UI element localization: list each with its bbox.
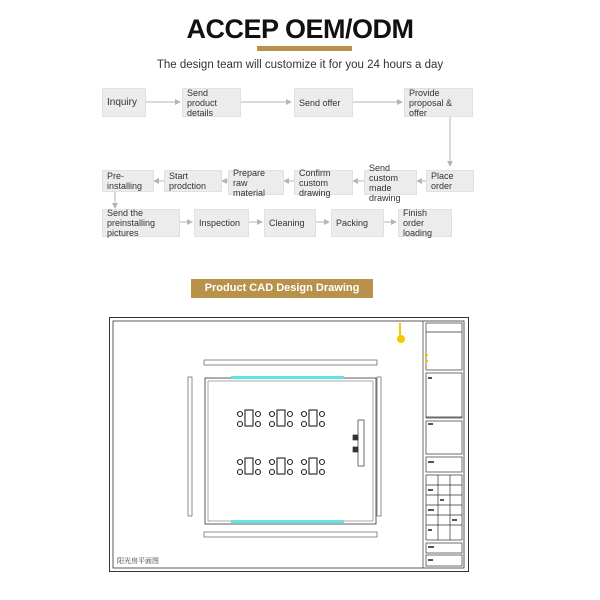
step-finish-order-loading: Finish order loading <box>398 209 452 237</box>
step-send-offer: Send offer <box>294 88 353 117</box>
step-place-order: Place order <box>426 170 474 192</box>
step-provide-proposal: Provide proposal & offer <box>404 88 473 117</box>
page-title: ACCEP OEM/ODM <box>186 14 414 44</box>
step-send-custom-drawing: Send custom made drawing <box>364 170 417 195</box>
page-subtitle: The design team will customize it for you 24 hours a day <box>156 59 444 71</box>
step-send-product-details: Send product details <box>182 88 241 117</box>
step-packing: Packing <box>331 209 384 237</box>
step-confirm-custom-drawing: Confirm custom drawing <box>294 170 353 195</box>
window-top <box>231 376 344 379</box>
process-arrows <box>0 0 600 280</box>
cad-section-header: Product CAD Design Drawing <box>191 279 373 298</box>
step-pre-installing: Pre-installing <box>102 170 154 192</box>
drawing-caption: 阳光房平面图 <box>117 558 159 565</box>
step-start-production: Start prodction <box>164 170 222 192</box>
step-cleaning: Cleaning <box>264 209 316 237</box>
step-inspection: Inspection <box>194 209 249 237</box>
cad-drawing <box>109 317 469 572</box>
step-prepare-raw-material: Prepare raw material <box>228 170 284 195</box>
step-inquiry: Inquiry <box>102 88 146 117</box>
step-send-preinstalling-pictures: Send the preinstalling pictures <box>102 209 180 237</box>
window-bottom <box>231 520 344 523</box>
